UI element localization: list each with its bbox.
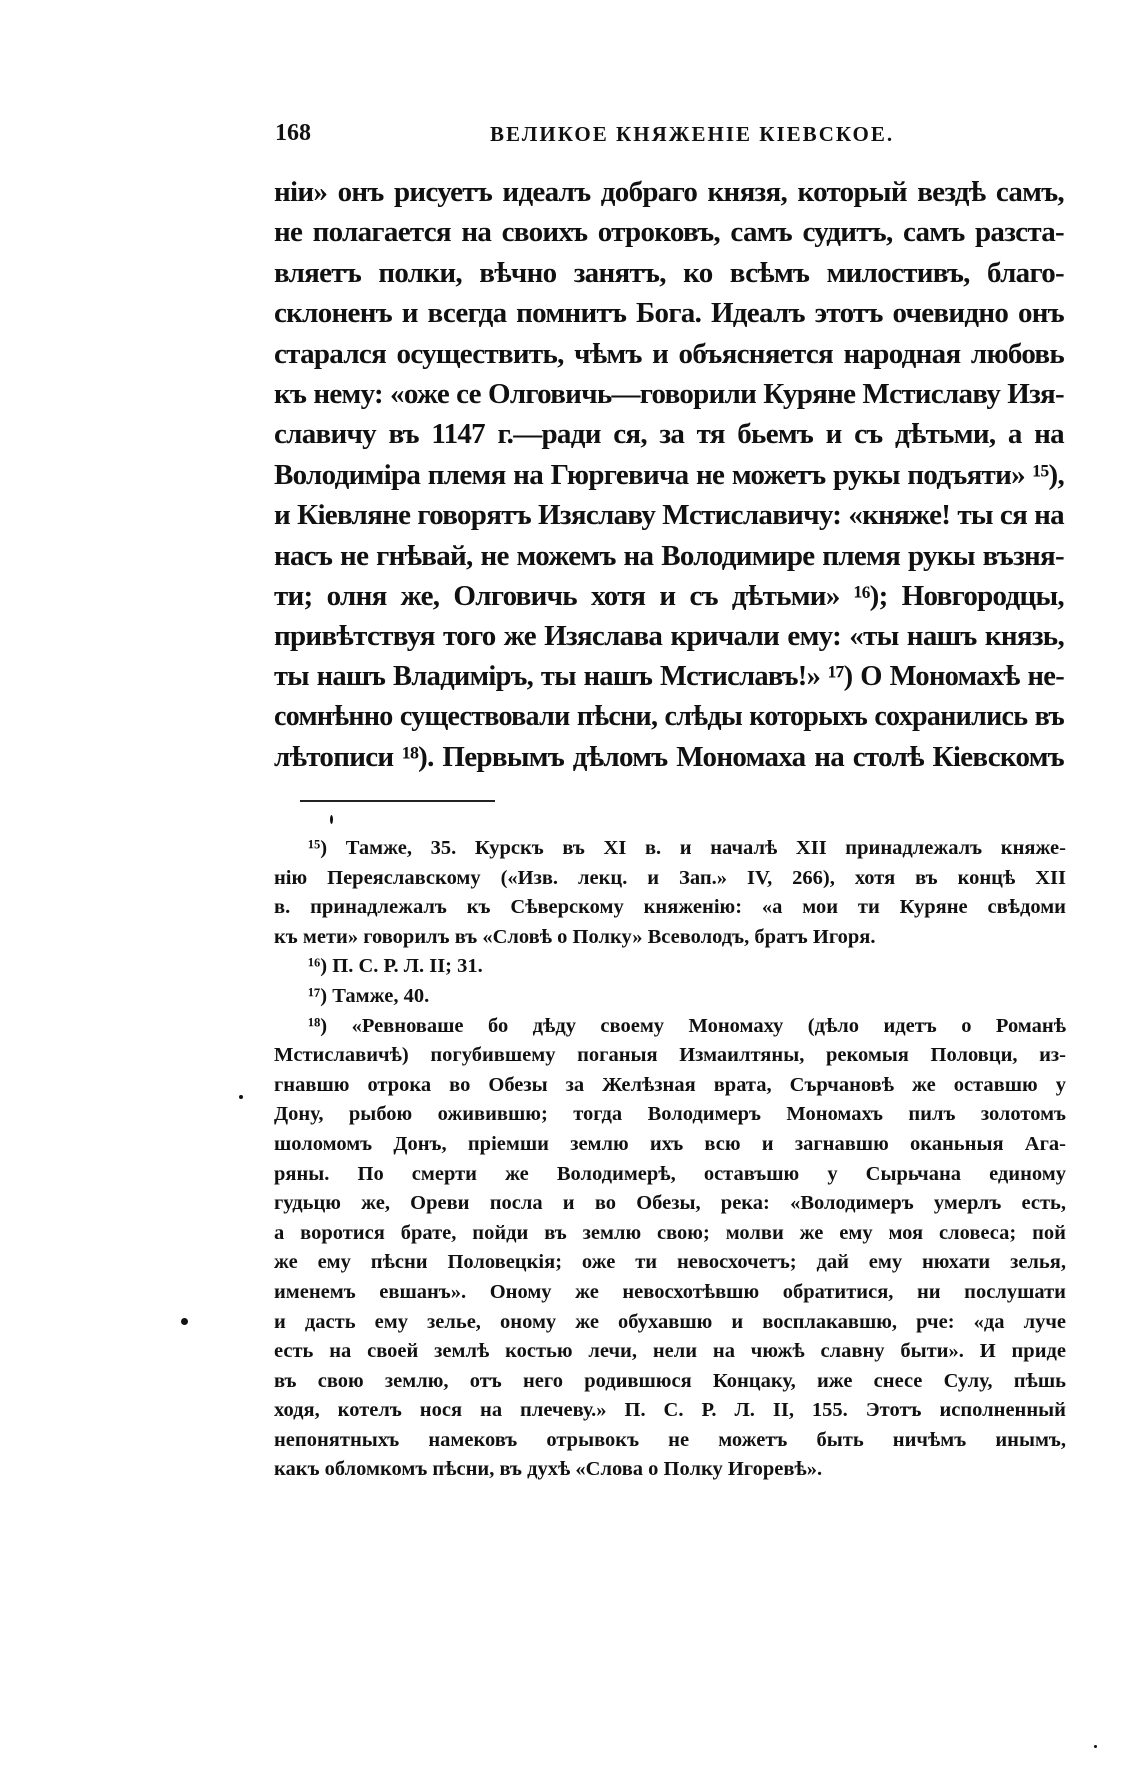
- page-header: [275, 120, 1075, 150]
- footnote-line: именемъ евшанъ». Оному же невосхотѣвшю обратитися, ни послушати: [274, 1280, 1066, 1303]
- footnotes: [274, 834, 1066, 1485]
- main-text: [274, 172, 1064, 778]
- footnote-line: же ему пѣсни Половецкія; оже ти невосхочетъ; дай ему нюхати зелья,: [274, 1251, 1066, 1274]
- text-line: старался осуществить, чѣмъ и объясняется народная любовь: [274, 337, 1064, 370]
- text-line: къ нему: «оже се Олговичь—говорили Куряне Мстиславу Изя-: [274, 377, 1064, 410]
- text-line: ніи» онъ рисуетъ идеалъ добраго князя, который вездѣ самъ,: [274, 176, 1064, 208]
- footnote-line: есть на своей землѣ костью лечи, нели на чюжѣ славну быти». И приде: [274, 1340, 1066, 1363]
- footnote-line: непонятныхъ намековъ отрывокъ не можетъ быть ничѣмъ инымъ,: [274, 1428, 1066, 1451]
- text-line: и Кіевляне говорятъ Изяславу Мстиславичу: «княже! ты ся на: [274, 499, 1064, 532]
- footnote-line: гудьцю же, Ореви посла и во Обезы, река: «Володимеръ умерлъ есть,: [274, 1192, 1066, 1215]
- text-line: склоненъ и всегда помнитъ Бога. Идеалъ этотъ очевидно онъ: [274, 297, 1064, 330]
- footnote-line: въ свою землю, отъ него родившюся Концаку, иже снесе Сулу, пѣшь: [274, 1369, 1066, 1392]
- text-line: сомнѣнно существовали пѣсни, слѣды которыхъ сохранились въ: [274, 701, 1064, 733]
- footnote-line: в. принадлежалъ къ Сѣверскому княженію: «а мои ти Куряне свѣдоми: [274, 896, 1066, 919]
- ink-speck: [1094, 1745, 1097, 1748]
- footnote-line: ряны. По смерти же Володимерѣ, оставъшю у Сырьчана единому: [274, 1162, 1066, 1185]
- footnote-line: ¹⁶) П. С. Р. Л. II; 31.: [308, 955, 483, 978]
- text-line: не полагается на своихъ отроковъ, самъ судитъ, самъ разста-: [274, 216, 1064, 249]
- page-number: 168: [275, 120, 311, 146]
- footnote-line: гнавшю отрока во Обезы за Желѣзная врата, Сърчановѣ же оставшю у: [274, 1073, 1066, 1096]
- footnote-line: и дасть ему зелье, оному же обухавшю и восплакавшю, рче: «да луче: [274, 1310, 1066, 1333]
- ink-speck: [181, 1318, 188, 1325]
- footnote-line: къ мети» говорилъ въ «Словѣ о Полку» Всеволодъ, братъ Игоря.: [274, 925, 876, 948]
- footnote-line: Дону, рыбою оживившю; тогда Володимеръ Мономахъ пилъ золотомъ: [274, 1103, 1066, 1126]
- text-line: привѣтствуя того же Изяслава кричали ему: «ты нашъ князь,: [274, 620, 1064, 653]
- running-title: ВЕЛИКОЕ КНЯЖЕНІЕ КІЕВСКОЕ.: [490, 122, 895, 146]
- footnote-line: ходя, котелъ нося на плечеву.» П. С. Р. Л. II, 155. Этотъ исполненный: [274, 1399, 1066, 1422]
- footnote-line: ¹⁵) Тамже, 35. Курскъ въ XI в. и началѣ XII принадлежалъ княже-: [308, 837, 1066, 859]
- text-line: насъ не гнѣвай, не можемъ на Володимире племя рукы възня-: [274, 539, 1064, 572]
- text-line: ты нашъ Владиміръ, ты нашъ Мстиславъ!» ¹⁷) О Мономахѣ не-: [274, 660, 1064, 692]
- ink-speck: [330, 815, 333, 824]
- text-line: славичу въ 1147 г.—ради ся, за тя бьемъ и съ дѣтьми, а на: [274, 418, 1064, 451]
- footnote-line: шоломомъ Донъ, пріемши землю ихъ всю и загнавшю оканьныя Ага-: [274, 1132, 1066, 1155]
- text-line: ти; олня же, Олговичь хотя и съ дѣтьми» ¹⁶); Новгородцы,: [274, 579, 1064, 612]
- ink-speck: [239, 1095, 243, 1099]
- text-line: Володиміра племя на Гюргевича не можетъ рукы подъяти» ¹⁵),: [274, 458, 1064, 491]
- footnote-line: нію Переяславскому («Изв. лекц. и Зап.» IV, 266), хотя въ концѣ XII: [274, 866, 1066, 889]
- text-line: вляетъ полки, вѣчно занятъ, ко всѣмъ милостивъ, благо-: [274, 256, 1064, 289]
- footnote-line: ¹⁸) «Ревноваше бо дѣду своему Мономаху (дѣло идетъ о Романѣ: [308, 1014, 1066, 1037]
- text-line: лѣтописи ¹⁸). Первымъ дѣломъ Мономаха на столѣ Кіевскомъ: [274, 741, 1064, 774]
- footnote-line: Мстиславичѣ) погубившему поганыя Измаилтяны, рекомыя Половци, из-: [274, 1044, 1066, 1067]
- footnote-line: какъ обломкомъ пѣсни, въ духѣ «Слова о Полку Игоревѣ».: [274, 1458, 823, 1481]
- footnote-line: ¹⁷) Тамже, 40.: [308, 984, 430, 1007]
- footnote-line: а воротися брате, пойди въ землю свою; молви же ему моя словеса; пой: [274, 1221, 1066, 1244]
- footnote-separator: [300, 800, 495, 802]
